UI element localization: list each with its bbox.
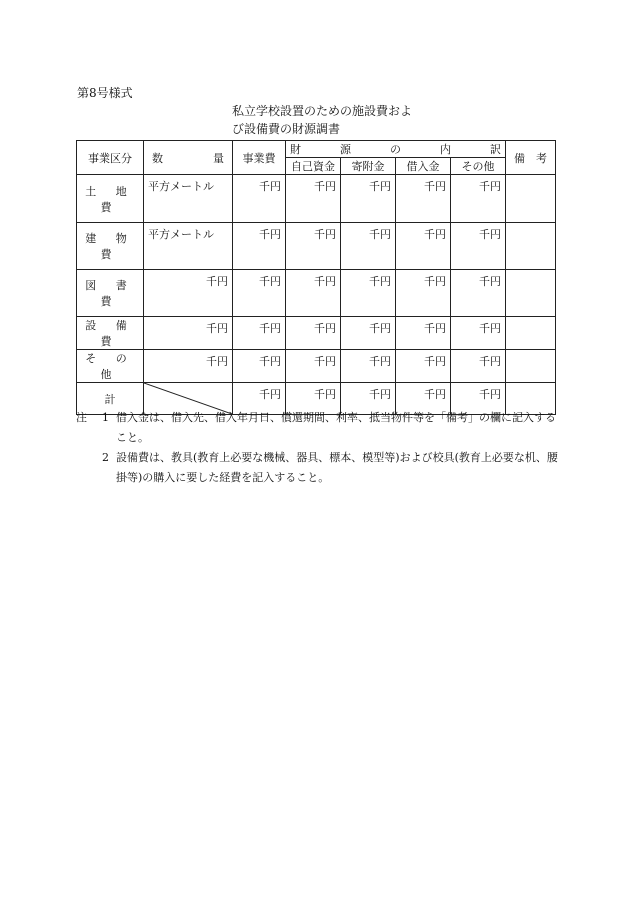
cell-other: 千円 <box>451 223 506 270</box>
cell-cost: 千円 <box>233 175 286 223</box>
header-quantity-left: 数 <box>152 151 163 165</box>
cell-other: 千円 <box>451 383 506 415</box>
cell-other: 千円 <box>451 317 506 350</box>
cell-loans: 千円 <box>396 383 451 415</box>
header-category: 事業区分 <box>77 141 144 175</box>
cell-loans: 千円 <box>396 223 451 270</box>
row-label-land: 土 地 費 <box>77 175 144 223</box>
cell-quantity: 平方メートル <box>144 175 233 223</box>
note-text: 借入金は、借入先、借入年月日、償還期間、利率、抵当物件等を「備考」の欄に記入すること。 <box>116 411 556 444</box>
notes <box>76 408 561 488</box>
header-quantity-right: 量 <box>213 151 224 165</box>
row-label-other: そ の 他 <box>77 350 144 383</box>
cell-cost: 千円 <box>233 270 286 317</box>
cell-donations: 千円 <box>341 223 396 270</box>
note-2 <box>76 448 561 488</box>
header-funding-breakdown <box>286 141 506 158</box>
note-1 <box>76 408 561 448</box>
cell-other: 千円 <box>451 350 506 383</box>
header-source-char: 源 <box>340 143 351 156</box>
row-label-building: 建 物 費 <box>77 223 144 270</box>
header-source-char: 財 <box>290 143 301 156</box>
note-text: 設備費は、教具(教育上必要な機械、器具、標本、模型等)および校具(教育上必要な机、腰掛等)の購入に要した経費を記入すること。 <box>116 451 558 484</box>
table-row <box>77 175 556 223</box>
cell-cost: 千円 <box>233 317 286 350</box>
header-source-char: の <box>390 143 401 156</box>
cell-donations: 千円 <box>341 350 396 383</box>
header-other: その他 <box>451 158 506 175</box>
cell-loans: 千円 <box>396 317 451 350</box>
row-label-equipment: 設 備 費 <box>77 317 144 350</box>
title-line-2: び設備費の財源調書 <box>232 122 341 136</box>
header-cost: 事業費 <box>233 141 286 175</box>
cell-donations: 千円 <box>341 270 396 317</box>
document-title <box>232 102 432 138</box>
cell-loans: 千円 <box>396 175 451 223</box>
note-number: 1 <box>102 411 109 424</box>
cell-cost: 千円 <box>233 223 286 270</box>
cell-quantity: 千円 <box>144 350 233 383</box>
title-line-1: 私立学校設置のための施設費およ <box>232 104 413 118</box>
cell-cost: 千円 <box>233 350 286 383</box>
header-loans: 借入金 <box>396 158 451 175</box>
cell-quantity: 平方メートル <box>144 223 233 270</box>
notes-label: 注 <box>76 411 87 424</box>
cell-quantity: 千円 <box>144 270 233 317</box>
cell-own-funds: 千円 <box>286 383 341 415</box>
funding-source-table <box>76 140 556 415</box>
header-donations: 寄附金 <box>341 158 396 175</box>
header-own-funds: 自己資金 <box>286 158 341 175</box>
cell-loans: 千円 <box>396 350 451 383</box>
cell-other: 千円 <box>451 270 506 317</box>
header-source-char: 内 <box>440 143 451 156</box>
cell-own-funds: 千円 <box>286 223 341 270</box>
cell-quantity: 千円 <box>144 317 233 350</box>
cell-donations: 千円 <box>341 383 396 415</box>
row-label-books: 図 書 費 <box>77 270 144 317</box>
note-number: 2 <box>102 451 109 464</box>
cell-cost: 千円 <box>233 383 286 415</box>
table-row <box>77 350 556 383</box>
cell-own-funds: 千円 <box>286 350 341 383</box>
cell-own-funds: 千円 <box>286 175 341 223</box>
cell-other: 千円 <box>451 175 506 223</box>
cell-own-funds: 千円 <box>286 317 341 350</box>
cell-remarks <box>506 175 556 223</box>
form-number: 第8号様式 <box>77 86 133 100</box>
header-quantity <box>144 141 233 175</box>
cell-own-funds: 千円 <box>286 270 341 317</box>
table-row <box>77 223 556 270</box>
cell-loans: 千円 <box>396 270 451 317</box>
table-row <box>77 270 556 317</box>
cell-donations: 千円 <box>341 175 396 223</box>
cell-remarks <box>506 223 556 270</box>
row-label-total: 計 <box>77 383 144 415</box>
cell-remarks <box>506 270 556 317</box>
cell-remarks <box>506 350 556 383</box>
table-row <box>77 317 556 350</box>
header-remarks: 備 考 <box>506 141 556 175</box>
header-source-char: 訳 <box>490 143 501 156</box>
cell-donations: 千円 <box>341 317 396 350</box>
cell-remarks <box>506 317 556 350</box>
